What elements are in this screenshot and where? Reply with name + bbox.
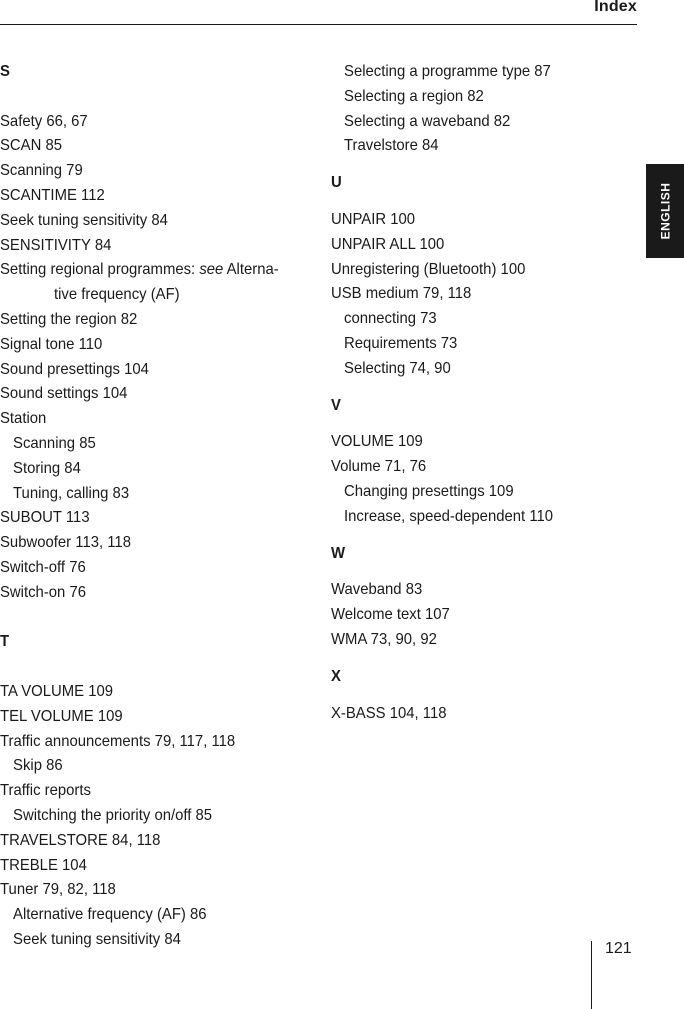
footer-divider bbox=[591, 941, 592, 1009]
index-entry: Traffic announcements 79, 117, 118 bbox=[0, 732, 236, 750]
index-subentry: Storing 84 bbox=[13, 459, 81, 477]
header-divider bbox=[0, 24, 637, 25]
index-entry: Safety 66, 67 bbox=[0, 112, 88, 130]
spacer bbox=[331, 418, 610, 430]
section-letter-w: W bbox=[331, 544, 346, 562]
index-entry: SCANTIME 112 bbox=[0, 186, 105, 204]
index-entry: Waveband 83 bbox=[331, 581, 423, 599]
index-entry: Scanning 79 bbox=[0, 162, 83, 180]
index-subentry: Selecting a programme type 87 bbox=[344, 63, 551, 80]
entry-continuation: tive frequency (AF) bbox=[53, 286, 180, 304]
section-letter-s: S bbox=[0, 63, 10, 80]
index-entry: Subwoofer 113, 118 bbox=[0, 534, 131, 552]
index-column-left bbox=[0, 60, 288, 953]
section-letter-t: T bbox=[0, 633, 10, 651]
spacer bbox=[331, 566, 610, 578]
index-entry: TRAVELSTORE 84, 118 bbox=[0, 831, 161, 849]
index-entry: USB medium 79, 118 bbox=[331, 285, 472, 303]
entry-text: Alterna- bbox=[223, 261, 279, 279]
page-header-title: Index bbox=[594, 0, 637, 15]
index-subentry: connecting 73 bbox=[344, 310, 437, 328]
index-subentry: Switching the priority on/off 85 bbox=[13, 806, 213, 824]
index-entry: Tuner 79, 82, 118 bbox=[0, 881, 116, 899]
index-entry: Switch-off 76 bbox=[0, 558, 86, 576]
index-entry: TA VOLUME 109 bbox=[0, 682, 114, 700]
index-entry: Sound presettings 104 bbox=[0, 360, 149, 378]
index-subentry: Selecting a waveband 82 bbox=[344, 112, 511, 130]
spacer bbox=[331, 530, 610, 542]
index-entry: Unregistering (Bluetooth) 100 bbox=[331, 260, 526, 278]
index-entry: Traffic reports bbox=[0, 782, 91, 800]
index-subentry: Scanning 85 bbox=[13, 434, 96, 452]
see-reference: see bbox=[199, 261, 224, 279]
spacer bbox=[331, 653, 610, 665]
index-entry-regional-programmes bbox=[0, 258, 288, 308]
index-entry: SENSITIVITY 84 bbox=[0, 236, 112, 254]
index-entry: TEL VOLUME 109 bbox=[0, 707, 123, 725]
index-entry: Seek tuning sensitivity 84 bbox=[0, 211, 168, 229]
index-entry: SCAN 85 bbox=[0, 137, 63, 155]
index-subentry: Tuning, calling 83 bbox=[13, 484, 130, 502]
entry-text: Setting regional programmes: bbox=[0, 261, 200, 279]
index-entry: TREBLE 104 bbox=[0, 856, 87, 874]
index-subentry: Travelstore 84 bbox=[344, 137, 439, 155]
index-entry: VOLUME 109 bbox=[331, 433, 423, 451]
index-subentry: Requirements 73 bbox=[344, 334, 458, 352]
index-entry: WMA 73, 90, 92 bbox=[331, 630, 437, 648]
section-letter-u: U bbox=[331, 174, 342, 192]
spacer bbox=[0, 655, 288, 680]
spacer bbox=[331, 382, 610, 394]
language-tab bbox=[646, 164, 684, 258]
page-number: 121 bbox=[605, 940, 632, 957]
section-letter-x: X bbox=[331, 667, 341, 685]
language-tab-label: ENGLISH bbox=[658, 182, 672, 240]
index-entry: Station bbox=[0, 410, 47, 428]
index-subentry: Changing presettings 109 bbox=[344, 482, 514, 500]
index-column-right bbox=[331, 60, 610, 726]
index-subentry: Increase, speed-dependent 110 bbox=[344, 507, 554, 525]
index-subentry: Skip 86 bbox=[13, 757, 63, 775]
spacer bbox=[0, 606, 288, 631]
spacer bbox=[0, 85, 288, 110]
index-subentry: Selecting 74, 90 bbox=[344, 359, 451, 377]
index-entry: Setting the region 82 bbox=[0, 310, 138, 328]
index-entry: Sound settings 104 bbox=[0, 385, 128, 403]
index-entry: UNPAIR ALL 100 bbox=[331, 235, 445, 253]
index-subentry: Alternative frequency (AF) 86 bbox=[13, 906, 207, 924]
index-entry: Welcome text 107 bbox=[331, 606, 450, 624]
index-entry: Switch-on 76 bbox=[0, 583, 87, 601]
spacer bbox=[331, 196, 610, 208]
index-subentry: Selecting a region 82 bbox=[344, 87, 484, 105]
index-entry: Signal tone 110 bbox=[0, 335, 103, 353]
spacer bbox=[331, 690, 610, 702]
index-entry: SUBOUT 113 bbox=[0, 509, 90, 527]
index-entry: UNPAIR 100 bbox=[331, 210, 416, 228]
spacer bbox=[331, 159, 610, 171]
section-letter-v: V bbox=[331, 396, 341, 414]
index-entry: Volume 71, 76 bbox=[331, 458, 427, 476]
index-entry: X-BASS 104, 118 bbox=[331, 704, 447, 722]
index-subentry: Seek tuning sensitivity 84 bbox=[13, 930, 181, 948]
